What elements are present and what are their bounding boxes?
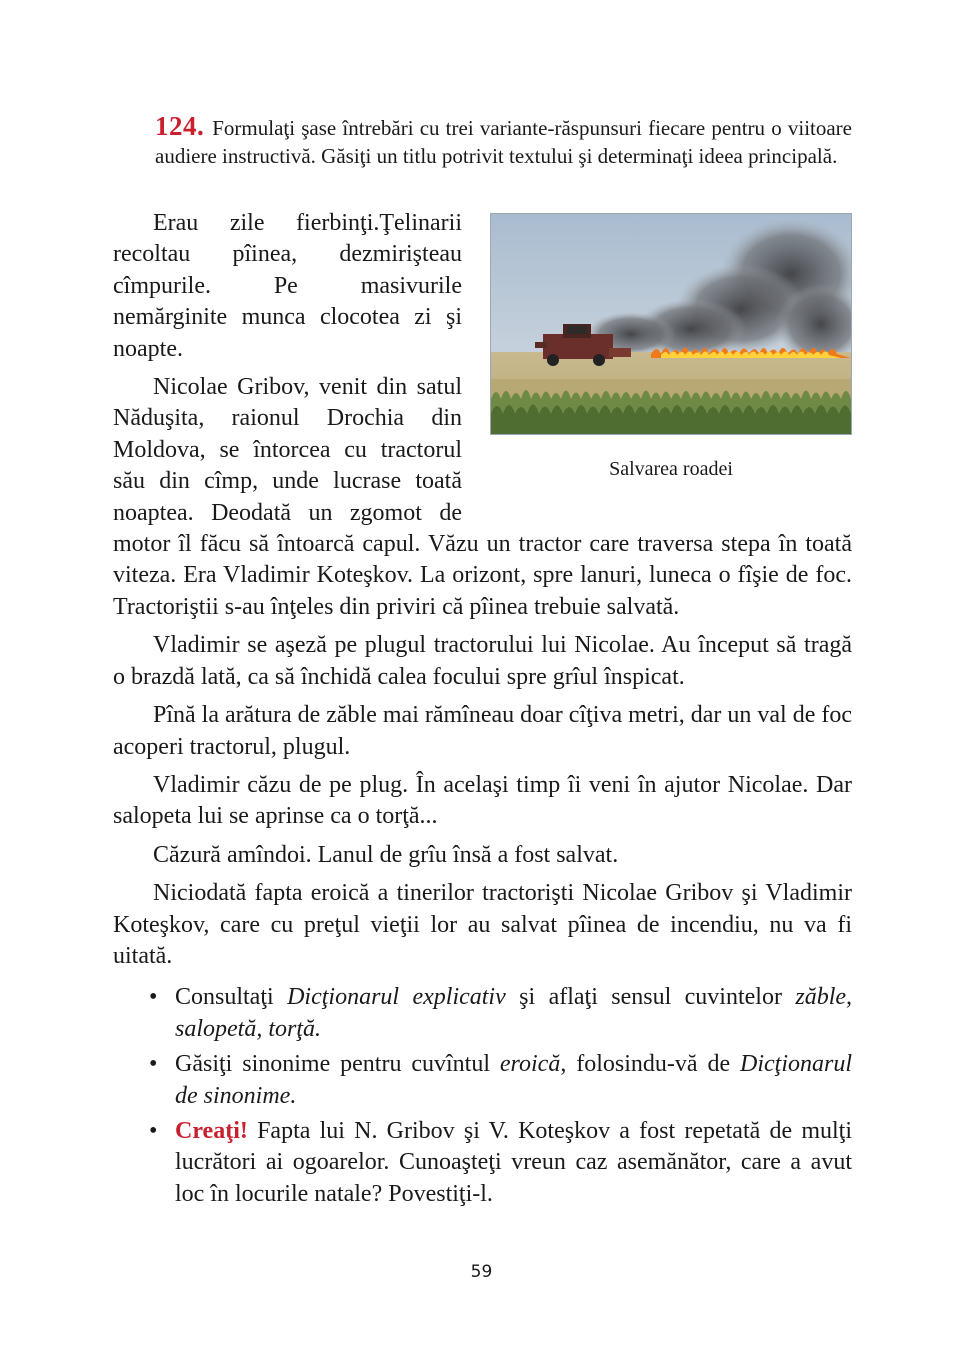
paragraph-3: Vladimir se aşeză pe plugul tractorului lui Nicolae. Au început să tragă o brazdă lată, ca să închidă calea focului spre grîul înspicat. bbox=[113, 632, 852, 690]
task-2-word: eroică bbox=[499, 1051, 561, 1078]
task-3-text: Fapta lui N. Gribov şi V. Koteşkov a fost repetată de mulţi lucrători ai ogoarelor. Cunoaşteţi vreun caz asemănător, care a avut loc în locurile natale? Povestiţi-l. bbox=[175, 1117, 852, 1207]
task-1 bbox=[149, 982, 852, 1045]
figure-harvest-fire bbox=[490, 213, 852, 497]
paragraph-1: Erau zile fierbinţi.Ţelinarii recoltau pîinea, dezmirişteau cîmpurile. Pe masivurile nemărginite munca clocotea zi şi noapte. bbox=[113, 210, 462, 362]
harvest-fire-photo bbox=[490, 213, 852, 435]
paragraph-2: Nicolae Gribov, venit din satul Năduşita, raionul Drochia din Moldova, se întorcea cu tractorul său din cîmp, unde lucrase toată noaptea. Deodată un zgomot de motor îl făcu să întoarcă capul. Văzu un tractor care traversa stepa în toată viteza. Era Vladimir Koteşkov. La orizont, spre lanuri, luneca o fîşie de foc. Tractoriştii s-au înţeles din priviri că pîinea trebuie salvată. bbox=[113, 374, 852, 620]
task-2-dictionary: Dicţionarul de sinonime. bbox=[175, 1051, 852, 1109]
photo-illustration bbox=[491, 214, 851, 434]
task-1-italic: Dicţionarul explicativ bbox=[287, 984, 506, 1011]
exercise-instruction: Formulaţi şase întrebări cu trei variante-răspunsuri fiecare pentru o viitoare audiere instructivă. Găsiţi un titlu potrivit textului şi determinaţi ideea principală. bbox=[155, 116, 852, 168]
task-2 bbox=[149, 1049, 852, 1112]
paragraph-5: Vladimir căzu de pe plug. În acelaşi timp îi veni în ajutor Nicolae. Dar salopeta lui se aprinse ca o torţă... bbox=[113, 771, 852, 830]
task-3 bbox=[149, 1116, 852, 1210]
bullet-icon: • bbox=[149, 984, 158, 1011]
paragraph-7: Niciodată fapta eroică a tinerilor tractorişti Nicolae Gribov şi Vladimir Koteşkov, care cu preţul vieţii lor au salvat pîinea de incendiu, nu va fi uitată. bbox=[113, 880, 852, 969]
exercise-124 bbox=[155, 112, 852, 170]
paragraph-4: Pînă la arătura de zăble mai rămîneau doar cîţiva metri, dar un val de foc acoperi tractorul, plugul. bbox=[113, 702, 853, 760]
figure-caption: Salvarea roadei bbox=[609, 458, 733, 480]
page-number: 59 bbox=[470, 1262, 493, 1282]
exercise-number: 124. bbox=[155, 111, 205, 141]
task-1-words: zăble, salopetă, torţă. bbox=[175, 984, 853, 1042]
bullet-icon: • bbox=[149, 1051, 158, 1078]
task-3-label: Creaţi! bbox=[175, 1117, 248, 1144]
task-list bbox=[113, 982, 852, 1210]
task-1-text: Consultaţi bbox=[175, 984, 288, 1011]
paragraph-6: Căzură amîndoi. Lanul de grîu însă a fost salvat. bbox=[153, 841, 619, 868]
task-2-text: Găsiţi sinonime pentru cuvîntul bbox=[175, 1051, 500, 1078]
story-text bbox=[113, 208, 852, 1214]
bullet-icon: • bbox=[149, 1117, 158, 1144]
task-1-text-2: şi aflaţi sensul cuvintelor bbox=[505, 984, 796, 1011]
task-2-text-2: , folosindu-vă de bbox=[560, 1051, 740, 1078]
